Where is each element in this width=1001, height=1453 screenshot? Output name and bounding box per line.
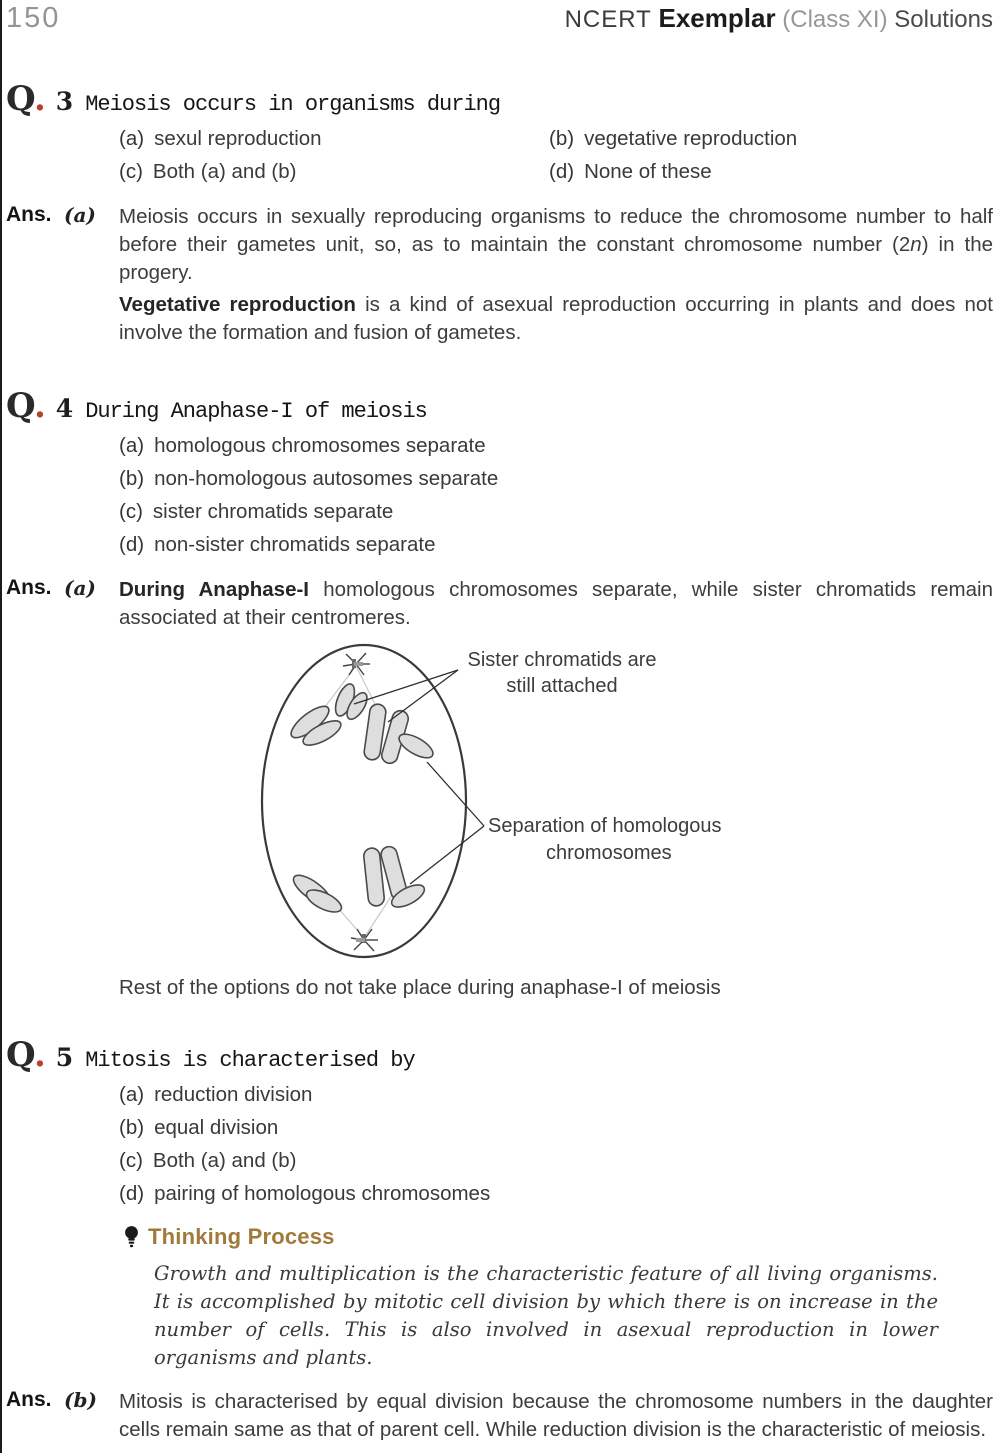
thinking-process-title: Thinking Process — [148, 1224, 335, 1249]
question-5 — [6, 1036, 993, 1444]
option-c — [119, 1144, 993, 1177]
option-label: (b) — [119, 467, 145, 490]
page-number: 150 — [6, 2, 61, 34]
option-text: Both (a) and (b) — [152, 1149, 297, 1172]
answer-body — [119, 576, 993, 632]
answer-paragraph — [119, 291, 993, 347]
q-dot: . — [33, 386, 46, 426]
answer-bold-lead: During Anaphase-I — [119, 578, 309, 601]
option-label: (b) — [119, 1116, 145, 1139]
question-4-options — [119, 429, 993, 561]
thinking-process-heading — [124, 1222, 993, 1252]
option-text: non-homologous autosomes separate — [154, 467, 499, 490]
option-label: (d) — [549, 160, 575, 183]
answer-label: Ans. — [6, 1388, 52, 1411]
title-class: (Class XI) — [782, 6, 888, 33]
q-dot: . — [33, 79, 46, 119]
q-label — [6, 387, 46, 425]
answer-text: Meiosis occurs in sexually reproducing organisms to reduce the chromosome number to half before their gametes unit, so, as to maintain the constant chromosome number (2 — [119, 205, 993, 256]
question-5-options — [119, 1078, 993, 1210]
answer-paragraph: Mitosis is characterised by equal division because the chromosome numbers in the daughter cells remain same as that of parent cell. While reduction division is the characteristic of meiosis. — [119, 1390, 993, 1441]
option-text: Both (a) and (b) — [152, 160, 297, 183]
option-label: (d) — [119, 533, 145, 556]
option-label: (c) — [119, 1149, 143, 1172]
question-4 — [6, 387, 993, 1002]
option-d — [119, 1177, 993, 1210]
title-solutions: Solutions — [894, 6, 993, 33]
question-3-answer — [6, 203, 993, 347]
q-letter: Q — [6, 386, 34, 426]
cell-outline — [262, 645, 466, 957]
option-d — [119, 528, 993, 561]
option-text: sister chromatids separate — [152, 500, 394, 523]
answer-label: Ans. — [6, 203, 52, 226]
italic-variable-n: n — [910, 233, 922, 256]
label-separation-line2: chromosomes — [546, 842, 672, 864]
answer-bold-lead: Vegetative reproduction — [119, 293, 356, 316]
page-header — [6, 2, 993, 38]
answer-body — [119, 203, 993, 347]
answer-option: (a) — [64, 576, 96, 600]
q-letter: Q — [6, 1035, 34, 1075]
option-text: non-sister chromatids separate — [154, 533, 436, 556]
thinking-process — [124, 1222, 993, 1372]
title-exemplar: Exemplar — [658, 3, 776, 33]
option-text: reduction division — [154, 1083, 313, 1106]
question-4-number: 4 — [55, 394, 74, 423]
option-b — [549, 122, 993, 155]
question-5-answer — [6, 1388, 993, 1444]
option-label: (c) — [119, 500, 143, 523]
option-text: sexul reproduction — [154, 127, 322, 150]
option-c — [119, 495, 993, 528]
option-a — [119, 1078, 993, 1111]
q-label — [6, 1036, 46, 1074]
question-3-number: 3 — [55, 87, 74, 116]
bulb-icon — [124, 1225, 139, 1249]
book-title — [565, 3, 993, 34]
option-text: equal division — [154, 1116, 279, 1139]
label-separation-line1: Separation of homologous — [488, 815, 722, 837]
answer-text: is a kind of asexual reproduction occurring in plants and does not involve the formation and fusion of gametes. — [119, 293, 993, 344]
question-3 — [6, 80, 993, 347]
question-5-number: 5 — [55, 1043, 74, 1072]
option-label: (a) — [119, 127, 145, 150]
answer-body — [119, 1388, 993, 1444]
page-scan-edge — [0, 0, 2, 1453]
option-d — [549, 155, 993, 188]
label-sister-chromatids-line1: Sister chromatids are — [467, 649, 657, 671]
thinking-process-text: Growth and multiplication is the characteristic feature of all living organisms. It is accomplished by mitotic cell division by which there is on increase in the number of cells. This is also involved in asexual reproduction in lower organisms and plants. — [154, 1262, 938, 1369]
answer-option: (b) — [64, 1388, 97, 1412]
answer-option: (a) — [64, 203, 96, 227]
option-text: homologous chromosomes separate — [154, 434, 486, 457]
question-4-text: During Anaphase-I of meiosis — [85, 399, 427, 424]
option-text: None of these — [584, 160, 712, 183]
option-label: (b) — [549, 127, 575, 150]
diagram-caption: Rest of the options do not take place during anaphase-I of meiosis — [119, 976, 721, 999]
q-letter: Q — [6, 79, 34, 119]
question-4-answer — [6, 576, 993, 632]
option-text: vegetative reproduction — [584, 127, 798, 150]
answer-paragraph — [119, 203, 993, 287]
anaphase-cell-figure — [142, 640, 912, 962]
option-label: (c) — [119, 160, 143, 183]
diagram-labels — [468, 649, 722, 864]
question-3-heading — [6, 80, 993, 118]
question-4-heading — [6, 387, 993, 425]
option-a — [119, 122, 549, 155]
option-text: pairing of homologous chromosomes — [154, 1182, 491, 1205]
option-label: (a) — [119, 434, 145, 457]
answer-paragraph — [119, 576, 993, 632]
answer-label: Ans. — [6, 576, 52, 599]
question-3-options — [119, 122, 993, 188]
option-b — [119, 462, 993, 495]
option-label: (d) — [119, 1182, 145, 1205]
q-dot: . — [33, 1035, 46, 1075]
question-5-heading — [6, 1036, 993, 1074]
option-label: (a) — [119, 1083, 145, 1106]
answer-text: homologous chromosomes separate, while sister chromatids remain associated at their centromeres. — [119, 578, 993, 629]
title-ncert: NCERT — [564, 6, 652, 33]
anaphase-diagram — [142, 640, 993, 962]
label-sister-chromatids-line2: still attached — [506, 675, 618, 697]
option-c — [119, 155, 549, 188]
question-5-text: Mitosis is characterised by — [85, 1048, 415, 1073]
option-a — [119, 429, 993, 462]
question-3-text: Meiosis occurs in organisms during — [85, 92, 501, 117]
answer-text: ) in the progery. — [119, 233, 994, 284]
q-label — [6, 80, 46, 118]
option-b — [119, 1111, 993, 1144]
